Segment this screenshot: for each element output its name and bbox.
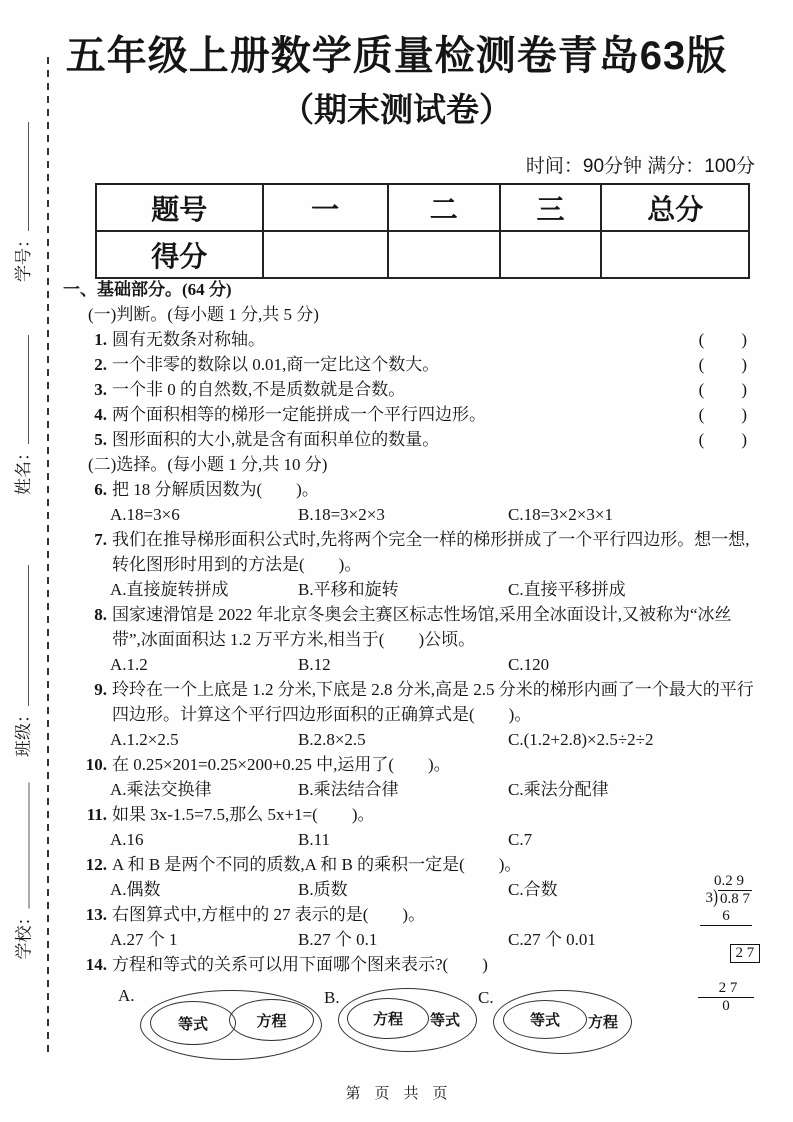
student-id-blank-line[interactable]: [28, 122, 29, 231]
class-field: [8, 565, 34, 757]
venn-c-inner-ellipse: [503, 1000, 587, 1039]
venn-b-outer-text: 等式: [430, 1013, 461, 1029]
question-text: 把 18 分解质因数为( )。: [112, 480, 319, 499]
judge-question-1: [63, 327, 755, 352]
option-c[interactable]: C.27 个 0.01: [508, 930, 596, 949]
student-id-label: 学号：: [13, 231, 33, 282]
choice-question-14: [63, 952, 755, 977]
division-dividend-row: [686, 887, 758, 909]
option-b[interactable]: B.18=3×2×3: [298, 505, 385, 524]
answer-bracket[interactable]: ( ): [698, 380, 748, 399]
score-row-label: 得分: [96, 231, 263, 278]
question-number: 11.: [86, 805, 107, 824]
school-field: [9, 783, 35, 960]
option-b[interactable]: B.平移和旋转: [298, 580, 399, 599]
score-cell-part3[interactable]: [500, 231, 602, 278]
score-header-total: 总分: [601, 184, 749, 231]
page-subtitle: （期末测试卷）: [281, 91, 512, 128]
choice-heading: (二)选择。(每小题 1 分,共 10 分): [88, 455, 328, 474]
division-boxed-27: 2 7: [730, 944, 761, 963]
option-a[interactable]: A.偶数: [110, 880, 161, 899]
venn-b-inner-ellipse: [347, 998, 429, 1039]
page-title: 五年级上册数学质量检测卷青岛63版: [65, 34, 728, 78]
option-a[interactable]: A.27 个 1: [110, 930, 178, 949]
question-text: 一个非零的数除以 0.01,商一定比这个数大。: [112, 355, 440, 374]
choice-question-8-line2: [63, 627, 755, 652]
score-table: [95, 183, 750, 279]
question-text: 转化图形时用到的方法是( )。: [112, 555, 362, 574]
student-name-blank-line[interactable]: [28, 335, 29, 444]
option-a[interactable]: A.16: [110, 830, 144, 849]
student-name-field: [8, 335, 34, 495]
venn-a-left-text: 等式: [177, 1016, 208, 1033]
choice-question-9: [63, 677, 755, 702]
question-number: 8.: [94, 605, 107, 624]
question-text: 玲玲在一个上底是 1.2 分米,下底是 2.8 分米,高是 2.5 分米的梯形内画了一个最大的平行: [112, 680, 754, 699]
school-blank-line[interactable]: [29, 783, 30, 909]
venn-a-right-ellipse: [229, 999, 314, 1041]
choice-options-10: [63, 777, 755, 802]
question-number: 5.: [94, 430, 107, 449]
question-number: 2.: [94, 355, 107, 374]
time-score-meta: 时间：90分钟 满分：100分: [525, 156, 755, 177]
division-paren: ): [713, 887, 718, 909]
choice-question-7: [63, 527, 755, 552]
choice-question-12: [63, 852, 755, 877]
option-b[interactable]: B.质数: [298, 880, 348, 899]
option-b[interactable]: B.27 个 0.1: [298, 930, 378, 949]
score-cell-total[interactable]: [601, 231, 749, 278]
question-text: 圆有无数条对称轴。: [112, 330, 265, 349]
option-a[interactable]: A.乘法交换律: [110, 780, 212, 799]
option-c[interactable]: C.7: [508, 830, 533, 849]
option-a[interactable]: A.直接旋转拼成: [110, 580, 229, 599]
choice-question-11: [63, 802, 755, 827]
score-header-part2: 二: [388, 184, 500, 231]
option-c[interactable]: C.直接平移拼成: [508, 580, 626, 599]
venn-a-right-text: 方程: [256, 1013, 287, 1030]
question-text: A 和 B 是两个不同的质数,A 和 B 的乘积一定是( )。: [112, 855, 522, 874]
answer-bracket[interactable]: ( ): [698, 405, 748, 424]
division-remainder: 0: [698, 997, 754, 1015]
student-id-field: [8, 122, 34, 282]
fold-dashed-line: [47, 57, 49, 1058]
question-text: 国家速滑馆是 2022 年北京冬奥会主赛区标志性场馆,采用全冰面设计,又被称为“冰丝: [112, 605, 732, 624]
venn-a-left-ellipse: [150, 1001, 236, 1045]
venn-c-label[interactable]: C.: [478, 988, 494, 1007]
question-text: 在 0.25×201=0.25×200+0.25 中,运用了( )。: [112, 755, 451, 774]
choice-options-7: [63, 577, 755, 602]
question-text: 右图算式中,方框中的 27 表示的是( )。: [112, 905, 426, 924]
division-quotient: 0.2 9: [714, 873, 744, 889]
answer-bracket[interactable]: ( ): [698, 355, 748, 374]
choice-question-7-line2: [63, 552, 755, 577]
question-text: 四边形。计算这个平行四边形面积的正确算式是( )。: [112, 705, 532, 724]
section1-heading: 一、基础部分。(64 分): [63, 280, 232, 299]
question-number: 13.: [85, 905, 107, 924]
venn-a-label[interactable]: A.: [118, 986, 135, 1005]
choice-question-13: [63, 902, 755, 927]
score-table-score-row: [96, 231, 749, 278]
judge-question-4: [63, 402, 755, 427]
question-number: 14.: [85, 955, 107, 974]
choice-options-8: [63, 652, 755, 677]
option-a[interactable]: A.18=3×6: [110, 505, 180, 524]
venn-diagrams: [63, 984, 763, 1069]
judge-question-2: [63, 352, 755, 377]
venn-c-outer-text: 方程: [588, 1015, 619, 1031]
option-a[interactable]: A.1.2×2.5: [110, 730, 179, 749]
class-blank-line[interactable]: [28, 565, 29, 706]
choice-options-9: [63, 727, 755, 752]
page-footer: 第页共页: [345, 1086, 462, 1102]
venn-b-label[interactable]: B.: [324, 988, 340, 1007]
question-text: 图形面积的大小,就是含有面积单位的数量。: [112, 430, 440, 449]
judge-question-5: [63, 427, 755, 452]
score-header-part3: 三: [500, 184, 602, 231]
score-cell-part2[interactable]: [388, 231, 500, 278]
score-header-tihao: 题号: [96, 184, 263, 231]
choice-options-6: [63, 502, 755, 527]
division-step2: 2 7: [718, 980, 738, 996]
division-divisor: 3: [705, 890, 713, 906]
option-b[interactable]: B.12: [298, 655, 331, 674]
judge-question-3: [63, 377, 755, 402]
option-b[interactable]: B.2.8×2.5: [298, 730, 366, 749]
question-number: 1.: [94, 330, 107, 349]
option-c[interactable]: C.乘法分配律: [508, 780, 609, 799]
class-label: 班级：: [13, 706, 33, 757]
question-number: 9.: [94, 680, 107, 699]
exam-body: [63, 277, 755, 977]
question-number: 4.: [94, 405, 107, 424]
option-c[interactable]: C.合数: [508, 880, 558, 899]
question-number: 3.: [94, 380, 107, 399]
choice-question-10: [63, 752, 755, 777]
choice-options-13: [63, 927, 755, 952]
division-step1: 6: [700, 908, 752, 926]
venn-c-inner-text: 等式: [529, 1013, 560, 1029]
choice-options-12: [63, 877, 755, 902]
question-text: 一个非 0 的自然数,不是质数就是合数。: [112, 380, 406, 399]
option-c[interactable]: C.18=3×2×3×1: [508, 505, 613, 524]
judge-heading: (一)判断。(每小题 1 分,共 5 分): [88, 305, 319, 324]
choice-question-8: [63, 602, 755, 627]
question-text: 我们在推导梯形面积公式时,先将两个完全一样的梯形拼成了一个平行四边形。想一想,: [112, 530, 750, 549]
student-name-label: 姓名：: [13, 444, 33, 495]
question-number: 7.: [94, 530, 107, 549]
question-text: 两个面积相等的梯形一定能拼成一个平行四边形。: [112, 405, 486, 424]
question-text: 如果 3x-1.5=7.5,那么 5x+1=( )。: [112, 805, 375, 824]
score-header-part1: 一: [263, 184, 388, 231]
school-label: 学校：: [14, 908, 33, 960]
answer-bracket[interactable]: ( ): [698, 330, 748, 349]
venn-b-inner-text: 方程: [372, 1012, 403, 1028]
option-c[interactable]: C.(1.2+2.8)×2.5÷2÷2: [508, 730, 654, 749]
option-b[interactable]: B.乘法结合律: [298, 780, 399, 799]
choice-question-9-line2: [63, 702, 755, 727]
division-boxed-row: [707, 927, 758, 980]
option-b[interactable]: B.11: [298, 830, 330, 849]
question-text: 方程和等式的关系可以用下面哪个图来表示?( ): [112, 955, 488, 974]
division-dividend: 0.8 7: [720, 891, 750, 907]
question-text: 带”,冰面面积达 1.2 万平方米,相当于( )公顷。: [112, 630, 476, 649]
option-c[interactable]: C.120: [508, 655, 550, 674]
score-table-header-row: [96, 184, 749, 231]
question-number: 10.: [85, 755, 107, 774]
answer-bracket[interactable]: ( ): [698, 430, 748, 449]
choice-question-6: [63, 477, 755, 502]
option-a[interactable]: A.1.2: [110, 655, 148, 674]
choice-options-11: [63, 827, 755, 852]
score-cell-part1[interactable]: [263, 231, 388, 278]
question-number: 6.: [94, 480, 107, 499]
question-number: 12.: [85, 855, 107, 874]
